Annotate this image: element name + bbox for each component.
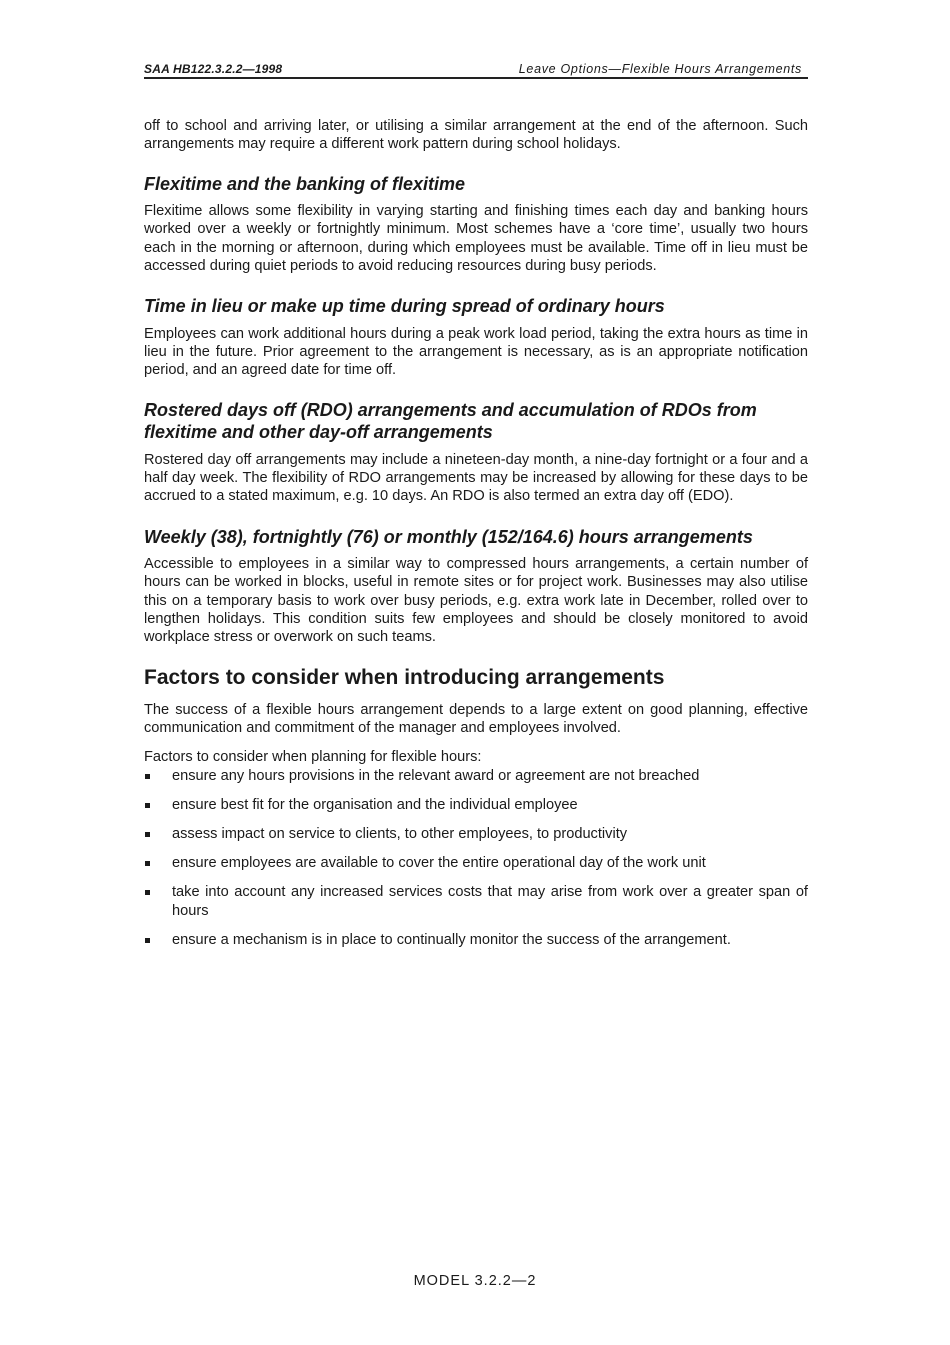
subsection-heading-hours-arrangements: Weekly (38), fortnightly (76) or monthly (152/164.6) hours arrangements [144, 526, 753, 547]
header-chapter-title: Leave Options—Flexible Hours Arrangements [518, 62, 802, 76]
subsection-body-time-in-lieu: Employees can work additional hours during a peak work load period, taking the extra hours as time in lieu in the future. Prior agreement to the arrangement is necessary, as is an appropriate notification period, and an agreed date for time off. [144, 325, 808, 379]
header-standard-number: SAA HB122.3.2.2—1998 [144, 62, 283, 76]
list-item-text: assess impact on service to clients, to other employees, to productivity [172, 826, 628, 843]
factors-list-intro: Factors to consider when planning for flexible hours: [144, 749, 482, 766]
intro-paragraph: off to school and arriving later, or utilising a similar arrangement at the end of the afternoon. Such arrangements may require a different work pattern during school holidays. [144, 118, 808, 153]
square-bullet-icon [145, 861, 150, 866]
list-item [144, 883, 808, 921]
square-bullet-icon [145, 890, 150, 895]
list-item [144, 825, 808, 844]
factors-paragraph: The success of a flexible hours arrangement depends to a large extent on good planning, effective communication and commitment of the manager and employees involved. [144, 701, 808, 736]
subsection-body-flexitime: Flexitime allows some flexibility in varying starting and finishing times each day and banking hours worked over a weekly or fortnightly minimum. Most schemes have a ‘core time’, usually two hours each in the morning or afternoon, during which employees must be available. Time off in lieu must be accessed during quiet periods to avoid reducing resources during busy periods. [144, 203, 808, 274]
subsection-body-rdo: Rostered day off arrangements may include a nineteen-day month, a nine-day fortnight or a four and a half day week. The flexibility of RDO arrangements may be increased by allowing for these days to be accrued to a stated maximum, e.g. 10 days. An RDO is also termed an extra day off (EDO). [144, 451, 808, 505]
square-bullet-icon [145, 832, 150, 837]
running-header [144, 60, 808, 79]
list-item-text: take into account any increased services costs that may arise from work over a greater span of hours [172, 884, 808, 920]
factors-list [144, 767, 808, 950]
section-heading-factors: Factors to consider when introducing arrangements [144, 665, 665, 689]
list-item-text: ensure employees are available to cover the entire operational day of the work unit [172, 855, 706, 872]
list-item [144, 854, 808, 873]
subsection-heading-time-in-lieu: Time in lieu or make up time during spread of ordinary hours [144, 296, 665, 317]
page-footer: MODEL 3.2.2—2 [413, 1273, 537, 1289]
square-bullet-icon [145, 803, 150, 808]
list-item-text: ensure a mechanism is in place to continually monitor the success of the arrangement. [172, 932, 731, 949]
list-item [144, 931, 808, 950]
list-item [144, 767, 808, 786]
subsection-heading-flexitime: Flexitime and the banking of flexitime [144, 173, 466, 194]
list-item-text: ensure best fit for the organisation and the individual employee [172, 797, 578, 814]
main-content [144, 117, 808, 950]
list-item [144, 796, 808, 815]
subsection-heading-rdo: Rostered days off (RDO) arrangements and accumulation of RDOs from flexitime and other day-off arrangements [144, 399, 757, 443]
list-item-text: ensure any hours provisions in the relevant award or agreement are not breached [172, 768, 700, 785]
square-bullet-icon [145, 774, 150, 779]
subsection-body-hours-arrangements: Accessible to employees in a similar way to compressed hours arrangements, a certain number of hours can be worked in blocks, useful in remote sites or for project work. Businesses may also utilise this on a temporary basis to work over busy periods, e.g. extra work late in December, rolled over to lengthen holidays. This condition suits few employees and should be closely monitored to avoid workplace stress or overwork on such teams. [144, 556, 808, 646]
square-bullet-icon [145, 938, 150, 943]
